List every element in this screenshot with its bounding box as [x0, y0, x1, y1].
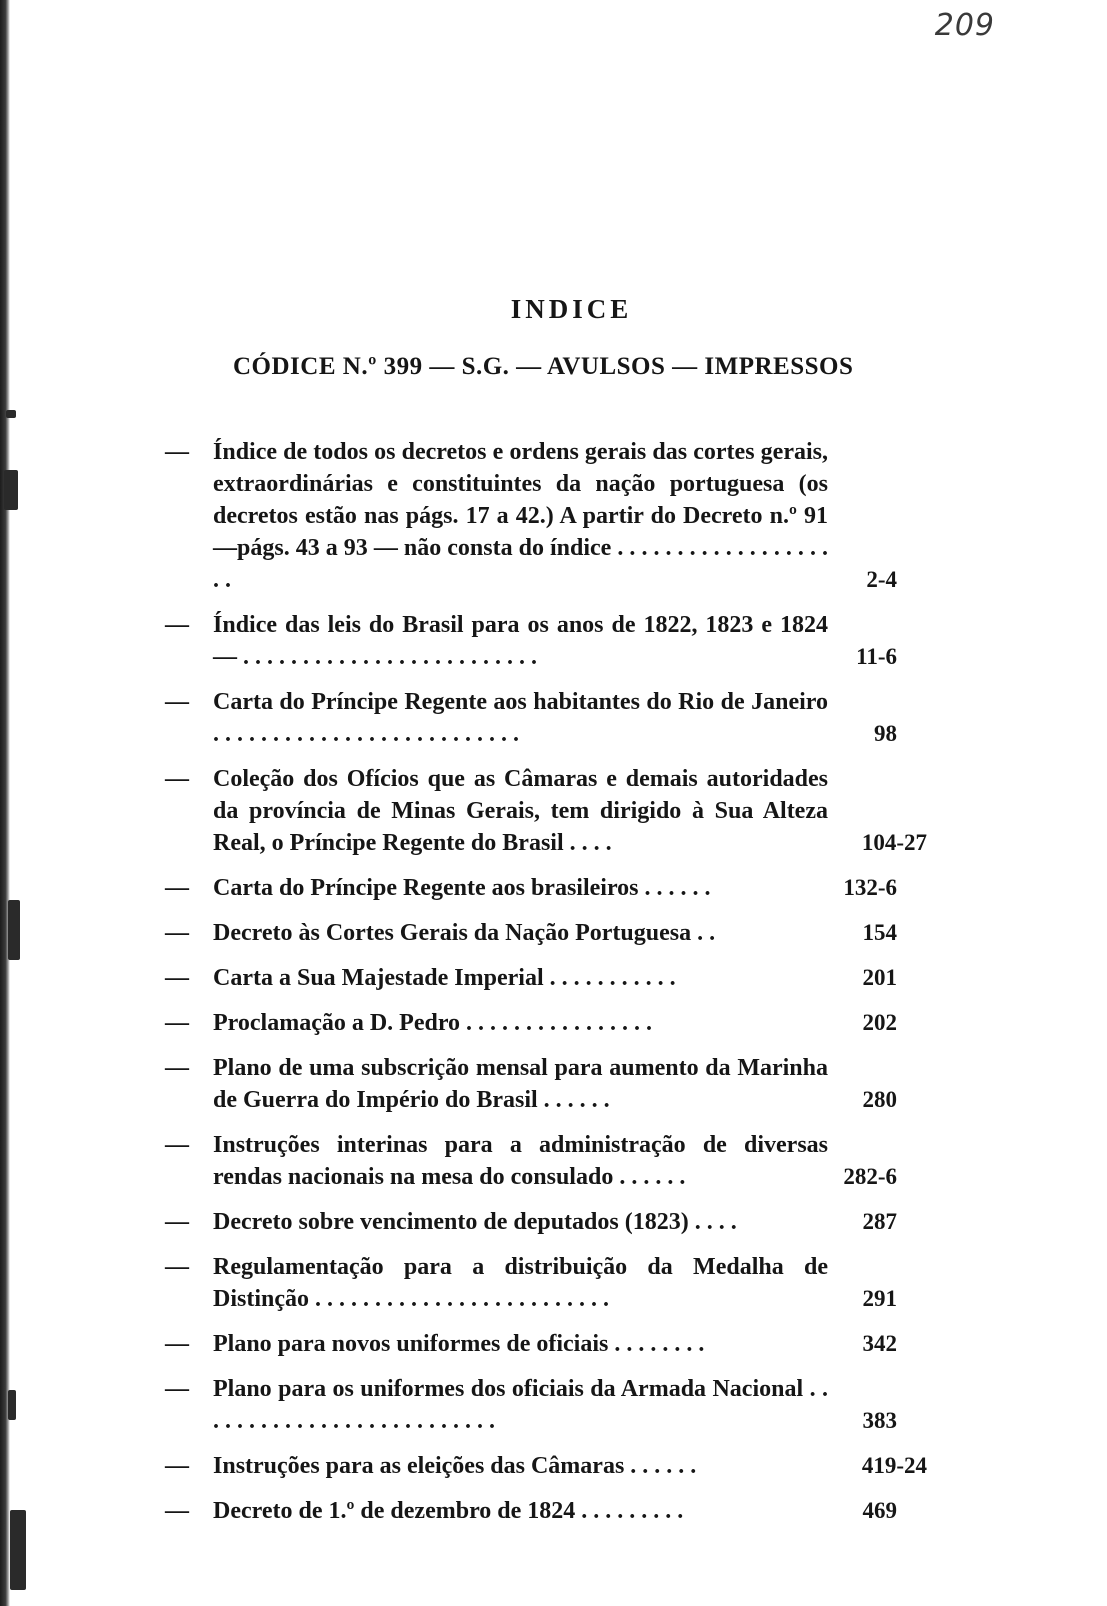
entry-page: 419-24	[861, 1453, 927, 1478]
entry-page: 154	[862, 920, 897, 945]
toc-entry	[165, 872, 955, 904]
entry-dash: —	[165, 1209, 189, 1235]
toc-entry	[165, 1450, 955, 1482]
entry-title: Carta do Príncipe Regente aos brasileiros . . . . . .	[213, 875, 711, 901]
entry-page: 287	[862, 1209, 897, 1234]
entry-page: 469	[862, 1498, 897, 1523]
toc-entry	[165, 763, 955, 859]
entry-dash: —	[165, 875, 189, 901]
entry-page: 132-6	[843, 875, 897, 900]
toc-entry	[165, 962, 955, 994]
entry-title: Plano para os uniformes dos oficiais da Armada Nacional . . . . . . . . . . . . . . . . . . . . . . . . . .	[213, 1376, 828, 1434]
entry-title: Carta do Príncipe Regente aos habitantes do Rio de Janeiro . . . . . . . . . . . . . . . . . . . . . . . . . .	[213, 689, 828, 747]
entry-page: 201	[862, 965, 897, 990]
toc-entry	[165, 436, 955, 596]
entry-dash: —	[165, 1331, 189, 1357]
entry-page: 282-6	[843, 1164, 897, 1189]
entry-page: 280	[862, 1087, 897, 1112]
entry-page: 11-6	[856, 644, 897, 669]
entry-title: Instruções para as eleições das Câmaras . . . . . .	[213, 1453, 697, 1479]
toc-entry	[165, 917, 955, 949]
entry-page: 202	[862, 1010, 897, 1035]
page-title: INDICE	[510, 294, 633, 324]
toc-entry	[165, 1007, 955, 1039]
entry-title: Carta a Sua Majestade Imperial . . . . . . . . . . .	[213, 965, 676, 991]
toc-entry	[165, 1129, 955, 1193]
entry-dash: —	[165, 965, 189, 991]
scan-mark	[8, 1390, 16, 1420]
entry-dash: —	[165, 1498, 189, 1524]
entry-page: 383	[862, 1408, 897, 1433]
scan-mark	[10, 1510, 26, 1590]
entry-title: Índice de todos os decretos e ordens gerais das cortes gerais, extraordinárias e constituintes da nação portuguesa (os decretos estão nas págs. 17 a 42.) A partir do Decreto n.º 91 —págs. 43 a 93 — não consta do índice . . . . . . . . . . . . . . . . . . . .	[213, 439, 828, 593]
toc-entry	[165, 1373, 955, 1437]
table-of-contents	[165, 436, 955, 1540]
folio-number: 209	[934, 8, 995, 43]
toc-entry	[165, 1495, 955, 1527]
entry-title: Plano para novos uniformes de oficiais . . . . . . . .	[213, 1331, 705, 1357]
entry-title: Proclamação a D. Pedro . . . . . . . . . . . . . . . .	[213, 1010, 653, 1036]
entry-dash: —	[165, 766, 189, 792]
entry-dash: —	[165, 439, 189, 465]
toc-entry	[165, 1206, 955, 1238]
entry-page: 98	[874, 721, 897, 746]
entry-dash: —	[165, 1453, 189, 1479]
entry-page: 342	[862, 1331, 897, 1356]
entry-dash: —	[165, 612, 189, 638]
entry-page: 2-4	[866, 567, 897, 592]
toc-entry	[165, 1328, 955, 1360]
entry-dash: —	[165, 1254, 189, 1280]
entry-dash: —	[165, 1010, 189, 1036]
entry-dash: —	[165, 1376, 189, 1402]
entry-page: 291	[862, 1286, 897, 1311]
entry-title: Decreto sobre vencimento de deputados (1823) . . . .	[213, 1209, 737, 1235]
page-binding-edge	[0, 0, 10, 1606]
entry-title: Plano de uma subscrição mensal para aumento da Marinha de Guerra do Império do Brasil . . . . . .	[213, 1055, 828, 1113]
entry-dash: —	[165, 1055, 189, 1081]
entry-page: 104-27	[861, 830, 927, 855]
entry-dash: —	[165, 1132, 189, 1158]
entry-title: Instruções interinas para a administração de diversas rendas nacionais na mesa do consulado . . . . . .	[213, 1132, 828, 1190]
scan-mark	[8, 900, 20, 960]
toc-entry	[165, 686, 955, 750]
toc-entry	[165, 609, 955, 673]
toc-entry	[165, 1052, 955, 1116]
entry-title: Índice das leis do Brasil para os anos de 1822, 1823 e 1824 — . . . . . . . . . . . . . . . . . . . . . . . . .	[213, 612, 828, 670]
page-subtitle: CÓDICE N.º 399 — S.G. — AVULSOS — IMPRESSOS	[233, 353, 854, 380]
entry-title: Decreto às Cortes Gerais da Nação Portuguesa . .	[213, 920, 716, 946]
entry-title: Coleção dos Ofícios que as Câmaras e demais autoridades da província de Minas Gerais, tem dirigido à Sua Alteza Real, o Príncipe Regente do Brasil . . . .	[213, 766, 828, 856]
entry-dash: —	[165, 689, 189, 715]
entry-title: Regulamentação para a distribuição da Medalha de Distinção . . . . . . . . . . . . . . . . . . . . . . . . .	[213, 1254, 828, 1312]
toc-entry	[165, 1251, 955, 1315]
entry-title: Decreto de 1.º de dezembro de 1824 . . . . . . . . .	[213, 1498, 684, 1524]
scan-mark	[4, 470, 18, 510]
scan-mark	[6, 410, 16, 418]
entry-dash: —	[165, 920, 189, 946]
